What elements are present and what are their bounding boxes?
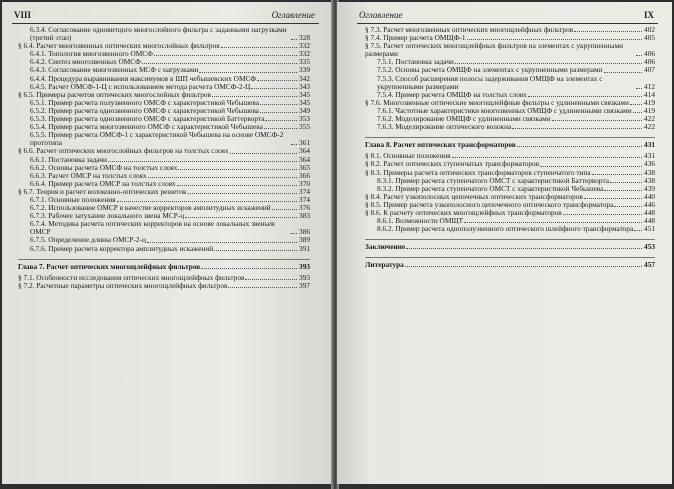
toc-entry-page-number: 383 [299, 211, 310, 221]
toc-entry-title: 6.4.2. Синтез многозвенных ОМСФ [30, 57, 141, 67]
dot-leader [633, 112, 642, 113]
toc-entry-page-number: 364 [299, 154, 310, 164]
toc-entry-page-number: 448 [644, 207, 655, 217]
toc-entry-title: 6.7.2. Использование ОМСР в качестве корректоров амплитудных искажений [30, 203, 271, 213]
toc-entry-title: 7.6.3. Моделирование оптического волокна [377, 122, 512, 132]
toc-subsection-entry [18, 245, 310, 253]
toc-entry-title: 6.5.1. Пример расчета полузвенного ОМСФ с характеристикой Чебышева [30, 97, 259, 107]
dot-leader [148, 177, 298, 178]
toc-entry-page-number: 376 [299, 203, 310, 213]
toc-entry-page-number: 345 [299, 97, 310, 107]
toc-subsection-entry [18, 26, 310, 42]
right-toc-list [365, 26, 655, 272]
dot-leader [584, 198, 642, 199]
dot-leader [177, 185, 297, 186]
toc-entry-title: 6.5.5. Пример расчета ОМСФ-1 с характеристикой Чебышева на основе ОМСФ-2 прототипа [30, 130, 284, 148]
toc-entry-page-number: 393 [299, 272, 310, 282]
toc-entry-page-number: 391 [299, 243, 310, 253]
toc-entry-page-number: 431 [644, 151, 655, 161]
toc-entry-page-number: 422 [644, 114, 655, 124]
toc-entry-title: 8.6.2. Пример расчета однополуэвенного оптического шлейфного трансформатора [377, 224, 634, 234]
left-toc-list [18, 26, 310, 290]
toc-entry-page-number: 353 [299, 114, 310, 124]
toc-entry-page-number: 332 [299, 49, 310, 59]
dot-leader [199, 72, 297, 73]
toc-entry-title: § 6.4. Расчет многозвенных оптических многослойных фильтров [18, 41, 220, 51]
toc-entry-page-number: 386 [299, 227, 310, 237]
dot-leader [291, 144, 297, 145]
dot-leader [188, 193, 297, 194]
toc-entry-title: Заключение [365, 242, 406, 252]
toc-entry-page-number: 370 [299, 178, 310, 188]
dot-leader [406, 248, 642, 249]
dot-leader [221, 47, 297, 48]
toc-entry-page-number: 407 [644, 65, 655, 75]
toc-entry-title: 6.4.5. Расчет ОМСФ-1-Ц с использованием метода расчета ОМСФ-2-Ц [30, 81, 251, 91]
toc-entry-page-number: 406 [644, 57, 655, 67]
toc-entry-page-number: 365 [299, 162, 310, 172]
toc-entry-page-number: 355 [299, 122, 310, 132]
toc-entry-title: 7.5.1. Постановка задачи [377, 57, 454, 67]
dot-leader [517, 146, 642, 147]
dot-leader [214, 250, 297, 251]
right-page-running-title: Оглавление [359, 10, 403, 20]
toc-entry-page-number: 448 [644, 216, 655, 226]
dot-leader [228, 287, 297, 288]
toc-entry-title: § 8.5. Пример расчета узкополосного цепочечного оптического трансформатора [365, 199, 614, 209]
toc-entry-page-number: 440 [644, 191, 655, 201]
dot-leader [405, 266, 642, 267]
toc-entry-title: Литература [365, 260, 404, 270]
dot-leader [230, 153, 297, 154]
dot-leader [540, 166, 642, 167]
left-page-running-title: Оглавление [271, 10, 315, 20]
dot-leader [636, 55, 642, 56]
dot-leader [604, 190, 642, 191]
toc-entry-title: 7.6.1. Частотные характеристики многозвенных ОМЩФ с удлиненными связками [377, 105, 632, 115]
toc-entry-page-number: 332 [299, 41, 310, 51]
dot-leader [610, 182, 642, 183]
toc-entry-title: § 7.2. Расчетные параметры оптических многощлейфных фильтров [18, 280, 228, 290]
toc-entry-page-number: 389 [299, 235, 310, 245]
toc-entry-title: 6.7.5. Определение длины ОМСР-2-ц [30, 235, 146, 245]
toc-entry-title: 8.3.1. Пример расчета ступенчатого ОМСТ с характеристикой Баттерворта [377, 175, 609, 185]
toc-entry-page-number: 366 [299, 170, 310, 180]
toc-entry-title: Глава 8. Расчет оптических трансформаторов [365, 140, 516, 150]
left-page [2, 2, 333, 484]
dot-leader [201, 268, 297, 269]
dot-leader [636, 88, 642, 89]
toc-entry-page-number: 412 [644, 81, 655, 91]
toc-chapter-entry [18, 259, 310, 271]
toc-entry-title: § 6.7. Теория и расчет волоконно-оптических решеток [18, 186, 187, 196]
toc-entry-title: § 6.6. Расчет оптических многослойных фильтров на толстых слоях [18, 146, 229, 156]
dot-leader [634, 230, 642, 231]
dot-leader [251, 88, 297, 89]
dot-leader [574, 31, 642, 32]
toc-entry-page-number: 397 [299, 280, 310, 290]
dot-leader [257, 80, 297, 81]
toc-entry-title: 6.4.4. Процедура выравнивания максимумов в ШП чебышевских ОМСФ [30, 73, 257, 83]
toc-entry-page-number: 453 [644, 242, 655, 252]
dot-leader [630, 104, 642, 105]
toc-entry-page-number: 393 [299, 261, 310, 271]
toc-section-entry [18, 282, 310, 290]
dot-leader [512, 128, 642, 129]
toc-entry-page-number: 339 [299, 65, 310, 75]
dot-leader [142, 63, 297, 64]
toc-subsection-entry [18, 131, 310, 147]
toc-chapter-entry [365, 239, 655, 251]
toc-entry-page-number: 438 [644, 167, 655, 177]
toc-entry-page-number: 414 [644, 89, 655, 99]
dot-leader [260, 112, 297, 113]
toc-entry-title: § 8.4. Расчет узкополосных цепочечных оптических трансформаторов [365, 191, 583, 201]
toc-entry-page-number: 436 [644, 159, 655, 169]
toc-entry-page-number: 374 [299, 194, 310, 204]
dot-leader [455, 63, 642, 64]
dot-leader [117, 201, 298, 202]
toc-entry-page-number: 439 [644, 183, 655, 193]
dot-leader [265, 120, 297, 121]
dot-leader [604, 72, 643, 73]
dot-leader [178, 169, 297, 170]
toc-entry-page-number: 419 [644, 97, 655, 107]
toc-entry-title: § 8.2. Расчет оптических ступенчатых трансформаторов [365, 159, 540, 169]
toc-entry-title: § 7.1. Особенности исследования оптических многощлейфных фильтров [18, 272, 245, 282]
toc-entry-title: 6.6.3. Расчет ОМСР на толстых слоях [30, 170, 147, 180]
toc-entry-title: 6.7.1. Основные положения [30, 194, 116, 204]
toc-entry-title: 7.5.2. Основы расчета ОМЩФ на элементах с укрупненными размерами [377, 65, 603, 75]
toc-entry-page-number: 374 [299, 186, 310, 196]
dot-leader [185, 217, 297, 218]
toc-entry-title: § 7.5. Расчет оптических многощлейфных фильтров на элементах с укрупненными размерами [365, 41, 624, 59]
toc-entry-page-number: 335 [299, 57, 310, 67]
toc-subsection-entry [365, 75, 655, 91]
toc-entry-page-number: 402 [644, 25, 655, 34]
toc-entry-page-number: 438 [644, 175, 655, 185]
toc-entry-title: § 8.3. Примеры расчета оптических трансформаторов ступенчатого типа [365, 167, 591, 177]
toc-entry-page-number: 364 [299, 146, 310, 156]
toc-entry-page-number: 361 [299, 138, 310, 148]
toc-entry-title: 8.3.2. Пример расчета ступенчатого ОМСТ с характеристикой Чебышева [377, 183, 604, 193]
toc-entry-title: 6.5.3. Пример расчета однозвенного ОМСФ с характеристикой Баттерворта [30, 114, 265, 124]
dot-leader [563, 214, 642, 215]
toc-entry-page-number: 345 [299, 89, 310, 99]
dot-leader [592, 174, 642, 175]
toc-entry-title: 6.4.1. Топология многозвенного ОМСФ [30, 49, 153, 59]
toc-entry-title: 6.7.3. Рабочее затухание локального звена МСР-ц [30, 211, 185, 221]
toc-entry-page-number: 405 [644, 33, 655, 43]
toc-entry-page-number: 342 [299, 73, 310, 83]
toc-entry-title: 6.6.4. Пример расчета ОМСР на толстых слоях [30, 178, 176, 188]
toc-entry-page-number: 457 [644, 260, 655, 270]
dot-leader [467, 39, 642, 40]
dot-leader [147, 242, 297, 243]
header-rule [12, 23, 319, 24]
toc-entry-title: 6.5.4. Пример расчета многозвенного ОМСФ с характеристикой Чебышева [30, 122, 263, 132]
toc-chapter-entry [365, 257, 655, 269]
dot-leader [108, 161, 297, 162]
toc-entry-title: 7.5.3. Способ расширения полосы задерживания ОМЩФ на элементах с укрупненными размерами [377, 73, 603, 91]
dot-leader [260, 104, 297, 105]
dot-leader [614, 206, 642, 207]
header-rule [357, 23, 658, 24]
left-page-header [2, 10, 333, 24]
toc-entry-title: 6.7.4. Методика расчета оптических корректоров на основе локальных звеньев ОМСР [30, 219, 275, 237]
toc-subsection-entry [365, 123, 655, 131]
toc-entry-title: 6.5.2. Пример расчета однозвенного ОМСФ с характеристикой Чебышева [30, 105, 259, 115]
toc-entry-page-number: 446 [644, 199, 655, 209]
toc-entry-page-number: 328 [299, 33, 310, 43]
toc-entry-title: 6.4.3. Согласование многозвенных МСФ с нагрузками [30, 65, 199, 75]
toc-entry-title: 7.5.4. Пример расчета ОМЩФ на толстых слоях [377, 89, 527, 99]
left-page-number: VIII [14, 10, 32, 20]
toc-entry-page-number: 422 [644, 122, 655, 132]
toc-entry-title: 6.3.4. Согласование одновитцого многослойного фильтра с заданными нагрузками (третий этап) [30, 25, 287, 43]
toc-entry-title: § 8.1. Основные положения [365, 151, 451, 161]
toc-entry-title: § 7.3. Расчет многозвенных оптических многощлейфных фильтров [365, 25, 574, 34]
toc-chapter-entry [365, 137, 655, 149]
dot-leader [452, 157, 643, 158]
toc-entry-title: 7.6.2. Моделирование ОМЩФ с удлиненными связками [377, 114, 551, 124]
toc-subsection-entry [18, 220, 310, 236]
toc-section-entry [365, 42, 655, 58]
toc-entry-page-number: 406 [644, 49, 655, 59]
dot-leader [245, 279, 297, 280]
toc-entry-title: 6.6.1. Постановка задачи [30, 154, 107, 164]
toc-entry-page-number: 349 [299, 105, 310, 115]
dot-leader [272, 209, 297, 210]
toc-entry-title: Глава 7. Расчет оптических многощлейфных фильтров [18, 261, 201, 271]
dot-leader [212, 96, 297, 97]
toc-entry-title: § 7.4. Пример расчета ОМЩФ-1 [365, 33, 466, 43]
dot-leader [552, 120, 642, 121]
dot-leader [291, 39, 297, 40]
dot-leader [154, 55, 297, 56]
toc-entry-page-number: 419 [644, 105, 655, 115]
right-page-number: IX [643, 10, 654, 20]
toc-entry-title: § 6.5. Примеры расчетов оптических многослойных фильтров [18, 89, 211, 99]
dot-leader [291, 233, 297, 234]
toc-entry-page-number: 451 [644, 224, 655, 234]
toc-subsection-entry [365, 225, 655, 233]
toc-entry-title: § 8.6. К расчету оптических многощлейфных трансформаторов [365, 207, 562, 217]
dot-leader [528, 96, 642, 97]
dot-leader [464, 222, 642, 223]
toc-entry-title: § 7.6. Многозвенные оптические многощлейфные фильтры с удлиненными связками [365, 97, 629, 107]
toc-entry-page-number: 343 [299, 81, 310, 91]
right-page-header [337, 10, 672, 24]
toc-entry-title: 6.7.6. Пример расчета корректора амплитудных искажений [30, 243, 214, 253]
toc-entry-title: 6.6.2. Основы расчета ОМСФ на толстых слоях [30, 162, 178, 172]
toc-entry-title: 8.6.1. Возможности ОМЩТ [377, 216, 464, 226]
right-page [337, 2, 672, 484]
dot-leader [264, 128, 297, 129]
toc-entry-page-number: 431 [644, 140, 655, 150]
